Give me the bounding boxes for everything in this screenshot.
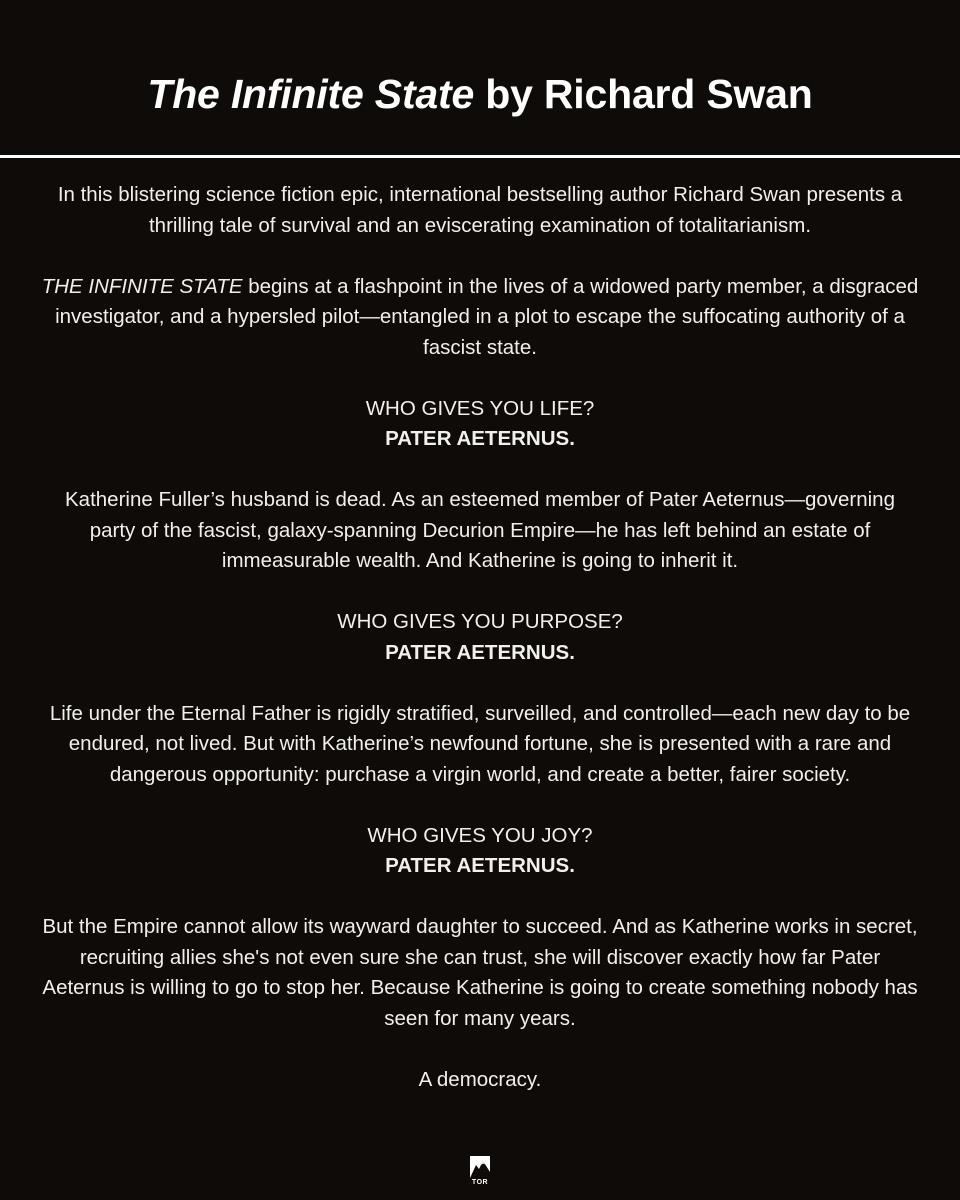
book-synopsis [40, 180, 920, 1126]
empire-paragraph: But the Empire cannot allow its wayward daughter to succeed. And as Katherine works in secret, recruiting allies she's not even sure she can trust, she will discover exactly how far Pater Aeternus is willing to go to stop her. Because Katherine is going to create something nobody has seen for many years. [42, 915, 918, 1030]
answer-joy: PATER AETERNUS. [385, 854, 575, 877]
logo-text: TOR [471, 1179, 489, 1186]
tor-mountain-logo-icon [470, 1156, 490, 1178]
question-joy: WHO GIVES YOU JOY? [367, 823, 593, 847]
question-purpose: WHO GIVES YOU PURPOSE? [337, 610, 623, 633]
refrain-purpose [40, 607, 920, 668]
title-divider [0, 155, 960, 158]
katherine-paragraph: Katherine Fuller’s husband is dead. As an esteemed member of Pater Aeternus—governing party of the fascist, galaxy-spanning Decurion Empire—he has left behind an estate of immeasurable wealth. And Katherine is going to inherit it. [65, 488, 895, 572]
answer-purpose: PATER AETERNUS. [385, 640, 575, 664]
premise-paragraph [40, 272, 920, 364]
closing-line: A democracy. [418, 1067, 542, 1091]
refrain-joy [40, 821, 920, 882]
answer-life: PATER AETERNUS. [385, 427, 575, 450]
publisher-logo [470, 1156, 490, 1188]
question-life: WHO GIVES YOU LIFE? [365, 396, 595, 420]
book-title-caps: THE INFINITE STATE [41, 274, 243, 298]
premise-text: begins at a flashpoint in the lives of a widowed party member, a disgraced investigator, and a hypersled pilot—entangled in a plot to escape the suffocating authority of a fascist state. [55, 274, 919, 359]
intro-paragraph: In this blistering science fiction epic, international bestselling author Richard Swan presents a thrilling tale of survival and an eviscerating examination of totalitarianism. [57, 183, 903, 237]
title-byline: by Richard Swan [474, 71, 813, 117]
page-title [0, 66, 960, 122]
book-title: The Infinite State [147, 71, 475, 117]
refrain-life [40, 394, 920, 455]
life-paragraph: Life under the Eternal Father is rigidly stratified, surveilled, and controlled—each new day to be endured, not lived. But with Katherine’s newfound fortune, she is presented with a rare and dangerous opportunity: purchase a virgin world, and create a better, fairer society. [49, 701, 911, 786]
